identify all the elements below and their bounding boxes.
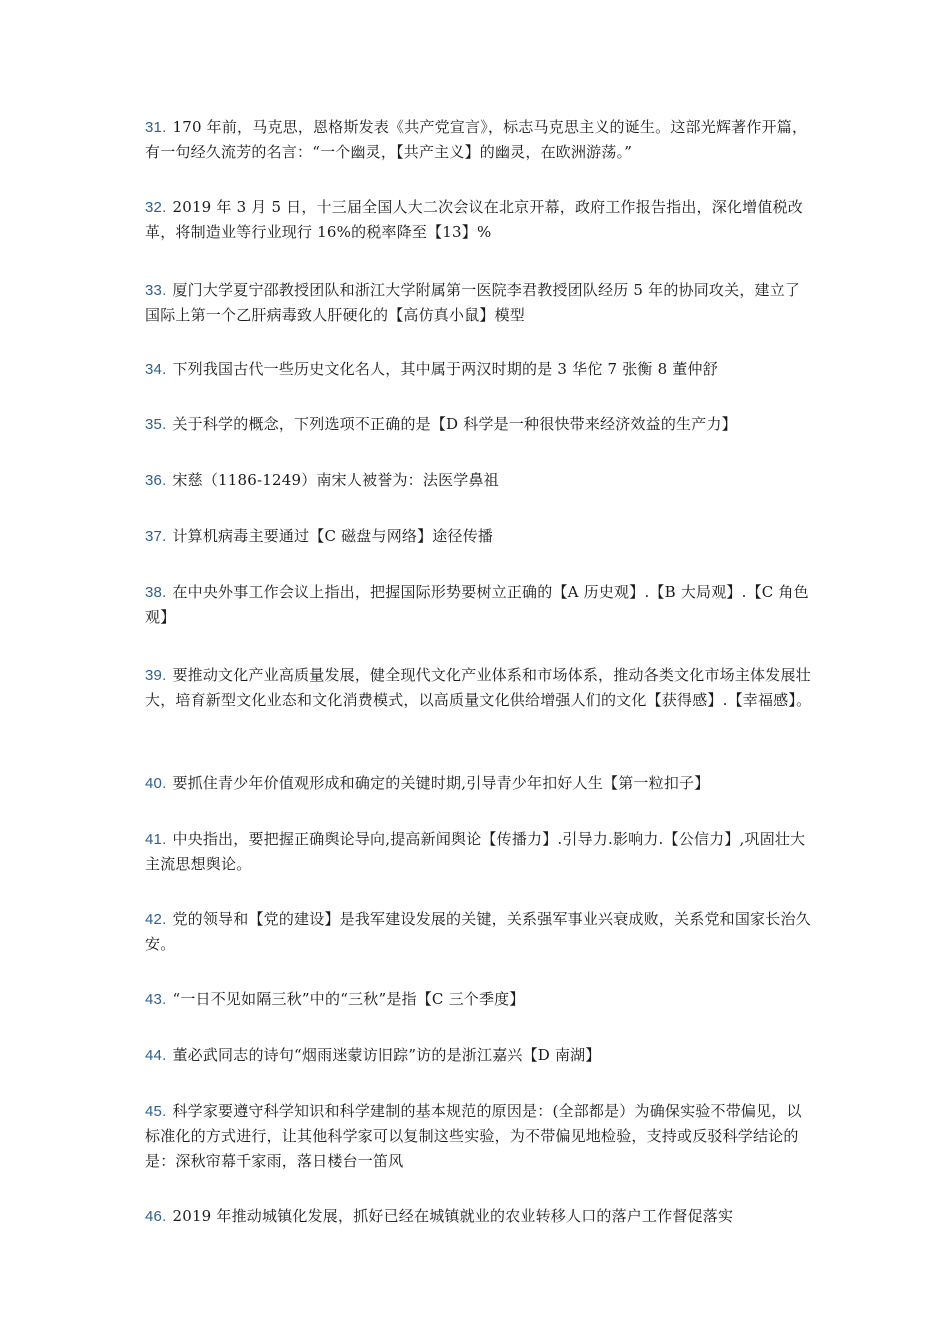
question-45 <box>145 1099 813 1174</box>
question-number: 34. <box>145 361 167 378</box>
question-31 <box>145 115 813 165</box>
question-number: 37. <box>145 528 167 545</box>
question-40 <box>145 771 813 796</box>
question-text: 科学家要遵守科学知识和科学建制的基本规范的原因是：(全部都是）为确保实验不带偏见，以标准化的方式进行，让其他科学家可以复制这些实验，为不带偏见地检验，支持或反驳科学结论的是：深秋帘幕千家雨，落日楼台一笛风 <box>145 1102 802 1170</box>
question-text: 计算机病毒主要通过【C 磁盘与网络】途径传播 <box>172 527 494 545</box>
question-32 <box>145 195 813 245</box>
question-number: 38. <box>145 584 167 601</box>
question-text: 厦门大学夏宁邵教授团队和浙江大学附属第一医院李君教授团队经历 5 年的协同攻关，建立了国际上第一个乙肝病毒致人肝硬化的【高仿真小鼠】模型 <box>145 281 801 324</box>
question-34 <box>145 357 813 382</box>
question-39 <box>145 663 813 713</box>
question-number: 33. <box>145 282 167 299</box>
question-37 <box>145 524 813 549</box>
question-number: 31. <box>145 119 167 136</box>
question-text: 要推动文化产业高质量发展，健全现代文化产业体系和市场体系，推动各类文化市场主体发展壮大，培育新型文化业态和文化消费模式，以高质量文化供给增强人们的文化【获得感】.【幸福感】。 <box>145 666 812 709</box>
question-text: 董必武同志的诗句“烟雨迷蒙访旧踪”访的是浙江嘉兴【D 南湖】 <box>172 1046 601 1064</box>
question-number: 40. <box>145 775 167 792</box>
question-number: 43. <box>145 991 167 1008</box>
question-number: 35. <box>145 416 167 433</box>
question-text: 170 年前，马克思，恩格斯发表《共产党宣言》，标志马克思主义的诞生。这部光辉著作开篇，有一句经久流芳的名言：“一个幽灵，【共产主义】的幽灵，在欧洲游荡。” <box>145 118 808 161</box>
question-text: 党的领导和【党的建设】是我军建设发展的关键，关系强军事业兴衰成败，关系党和国家长治久安。 <box>145 910 811 953</box>
question-text: 2019 年推动城镇化发展，抓好已经在城镇就业的农业转移人口的落户工作督促落实 <box>172 1207 734 1225</box>
question-number: 45. <box>145 1103 167 1120</box>
question-text: 要抓住青少年价值观形成和确定的关键时期,引导青少年扣好人生【第一粒扣子】 <box>172 774 710 792</box>
question-33 <box>145 278 813 328</box>
question-number: 44. <box>145 1047 167 1064</box>
question-41 <box>145 827 813 877</box>
question-text: 关于科学的概念，下列选项不正确的是【D 科学是一种很快带来经济效益的生产力】 <box>172 415 737 433</box>
question-text: 宋慈（1186-1249）南宋人被誉为：法医学鼻祖 <box>172 471 499 489</box>
question-text: “一日不见如隔三秋”中的“三秋”是指【C 三个季度】 <box>172 990 525 1008</box>
question-number: 39. <box>145 667 167 684</box>
question-number: 32. <box>145 199 167 216</box>
question-number: 41. <box>145 831 167 848</box>
question-43 <box>145 987 813 1012</box>
question-number: 36. <box>145 472 167 489</box>
question-38 <box>145 580 813 630</box>
question-42 <box>145 907 813 957</box>
question-text: 中央指出，要把握正确舆论导向,提高新闻舆论【传播力】.引导力.影响力.【公信力】,巩固壮大主流思想舆论。 <box>145 830 806 873</box>
question-46 <box>145 1204 813 1229</box>
question-text: 2019 年 3 月 5 日，十三届全国人大二次会议在北京开幕，政府工作报告指出，深化增值税改革，将制造业等行业现行 16%的税率降至【13】% <box>145 198 803 241</box>
question-44 <box>145 1043 813 1068</box>
question-number: 42. <box>145 911 167 928</box>
question-text: 下列我国古代一些历史文化名人，其中属于两汉时期的是 3 华佗 7 张衡 8 董仲舒 <box>172 360 718 378</box>
question-35 <box>145 412 813 437</box>
question-number: 46. <box>145 1208 167 1225</box>
question-text: 在中央外事工作会议上指出，把握国际形势要树立正确的【A 历史观】.【B 大局观】.【C 角色观】 <box>145 583 809 626</box>
question-36 <box>145 468 813 493</box>
